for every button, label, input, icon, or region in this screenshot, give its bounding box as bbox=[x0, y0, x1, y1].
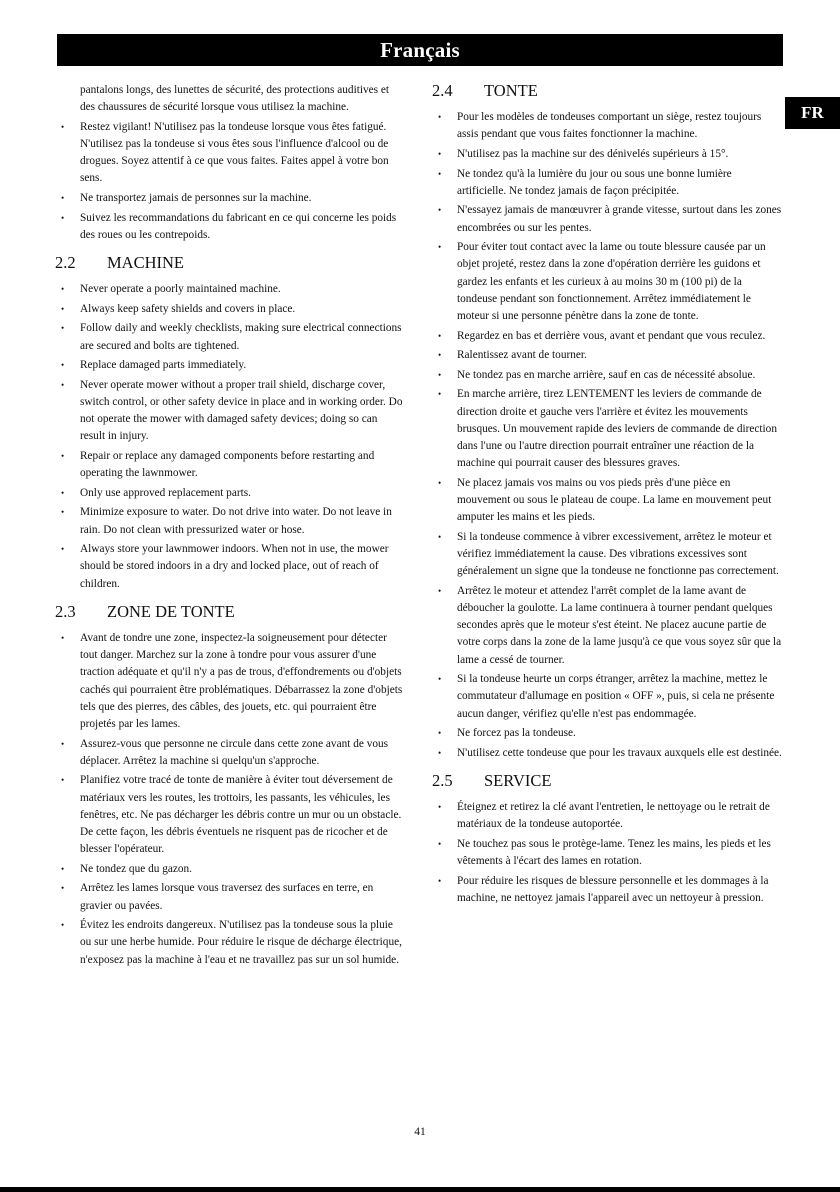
list-item: • Ne tondez que du gazon. bbox=[55, 861, 403, 878]
list-item: • Restez vigilant! N'utilisez pas la tondeuse lorsque vous êtes fatigué. N'utilisez pas la tondeuse si vous êtes sous l'influence d'alcool ou de drogues. Soyez attentif à ce que vous faites. Faites appel à votre bon sens. bbox=[55, 119, 403, 188]
left-column bbox=[55, 82, 403, 971]
section-heading-service bbox=[432, 772, 782, 789]
list-item: • Évitez les endroits dangereux. N'utilisez pas la tondeuse sous la pluie ou sur une herbe humide. Pour réduire le risque de décharge électrique, n'exposez pas la machine à l'eau et ne travaillez pas sur un sol humide. bbox=[55, 917, 403, 969]
right-column bbox=[432, 82, 782, 910]
list-item: • Ne touchez pas sous le protège-lame. Tenez les mains, les pieds et les vêtements à l'écart des lames en rotation. bbox=[432, 836, 782, 870]
section-number: 2.3 bbox=[55, 601, 76, 621]
section-number: 2.4 bbox=[432, 81, 453, 100]
list-item: • Always keep safety shields and covers in place. bbox=[55, 301, 403, 318]
language-banner bbox=[57, 34, 783, 66]
page-number: 41 bbox=[414, 1126, 426, 1138]
list-item: • Ne transportez jamais de personnes sur la machine. bbox=[55, 190, 403, 207]
service-list bbox=[432, 799, 782, 907]
list-item: • Minimize exposure to water. Do not drive into water. Do not leave in rain. Do not clean with pressurized water or hose. bbox=[55, 504, 403, 538]
section-title: TONTE bbox=[484, 81, 538, 100]
list-item: • Pour éviter tout contact avec la lame ou toute blessure causée par un objet projeté, restez dans la zone d'opération derrière les guidons et gardez les enfants et les curieux à au moins 30 m (100 pi) de la tondeuse pendant son fonctionnement. Arrêtez immédiatement le moteur si une personne pénètre dans la zone de tonte. bbox=[432, 239, 782, 325]
language-tab bbox=[785, 97, 840, 129]
list-item: • Si la tondeuse heurte un corps étranger, arrêtez la machine, mettez le commutateur d'allumage en position « OFF », puis, si cela ne présente aucun danger, vérifiez qu'elle n'est pas endommagée. bbox=[432, 671, 782, 723]
list-item: • N'essayez jamais de manœuvrer à grande vitesse, surtout dans les zones encombrées ou sur les pentes. bbox=[432, 202, 782, 236]
list-item: • N'utilisez pas la machine sur des dénivelés supérieurs à 15°. bbox=[432, 146, 782, 163]
list-item: • En marche arrière, tirez LENTEMENT les leviers de commande de direction droite et gauche vers l'arrière et évitez les mouvements brusques. Un mouvement rapide des leviers de commande de direction dans l'une ou l'autre direction pourrait entraîner une réaction de la machine qui pourrait causer des blessures graves. bbox=[432, 386, 782, 472]
list-item: • Pour les modèles de tondeuses comportant un siège, restez toujours assis pendant que vous faites fonctionner la machine. bbox=[432, 109, 782, 143]
intro-continuation: pantalons longs, des lunettes de sécurité, des protections auditives et des chaussures de sécurité lorsque vous utilisez la machine. bbox=[80, 84, 390, 114]
language-title: Français bbox=[380, 37, 460, 62]
section-heading-zone-de-tonte bbox=[55, 603, 403, 620]
list-item: • Ne tondez qu'à la lumière du jour ou sous une bonne lumière artificielle. Ne tondez jamais de façon précipitée. bbox=[432, 166, 782, 200]
section-number: 2.5 bbox=[432, 770, 453, 790]
list-item: • Follow daily and weekly checklists, making sure electrical connections are secured and bolts are tightened. bbox=[55, 320, 403, 354]
list-item: • Ralentissez avant de tourner. bbox=[432, 347, 782, 364]
list-item: • Avant de tondre une zone, inspectez-la soigneusement pour détecter tout danger. Marchez sur la zone à tondre pour vous assurer d'une traction adéquate et qu'il n'y a pas de trous, d'effondrements ou d'objets cachés qui pourraient être problématiques. Débarrassez la zone d'objets tels que des pierres, des câbles, des jouets, etc. qui pourraient être projetés par les lames. bbox=[55, 630, 403, 733]
section-title: MACHINE bbox=[107, 253, 184, 272]
intro-list bbox=[55, 119, 403, 244]
list-item: • Arrêtez le moteur et attendez l'arrêt complet de la lame avant de déboucher la goulotte. La lame continuera à tourner pendant quelques secondes après que le moteur s'est éteint. Ne placez aucune partie de votre corps dans la zone de la lame jusqu'à ce que vous soyez sûr que la lame a cessé de tourner. bbox=[432, 583, 782, 669]
list-item: • Replace damaged parts immediately. bbox=[55, 357, 403, 374]
zone-list bbox=[55, 630, 403, 969]
section-number: 2.2 bbox=[55, 253, 76, 272]
list-item: • Assurez-vous que personne ne circule dans cette zone avant de vous déplacer. Arrêtez la machine si quelqu'un s'approche. bbox=[55, 736, 403, 770]
footer-divider bbox=[0, 1187, 840, 1192]
language-tab-label: FR bbox=[801, 103, 824, 122]
list-item: • Arrêtez les lames lorsque vous traversez des surfaces en terre, en gravier ou pavées. bbox=[55, 880, 403, 914]
list-item: • Ne placez jamais vos mains ou vos pieds près d'une pièce en mouvement ou sous le plateau de coupe. La lame en mouvement peut amputer les mains et les pieds. bbox=[432, 475, 782, 527]
list-item: • Never operate a poorly maintained machine. bbox=[55, 281, 403, 298]
list-item: • Never operate mower without a proper trail shield, discharge cover, switch control, or other safety device in place and in working order. Do not operate the mower with damaged safety devices; doing so can result in injury. bbox=[55, 377, 403, 446]
list-item: • Ne forcez pas la tondeuse. bbox=[432, 725, 782, 742]
section-heading-machine bbox=[55, 254, 403, 271]
section-heading-tonte bbox=[432, 82, 782, 99]
list-item: • Éteignez et retirez la clé avant l'entretien, le nettoyage ou le retrait de matériaux de la tondeuse autoportée. bbox=[432, 799, 782, 833]
list-item: • Ne tondez pas en marche arrière, sauf en cas de nécessité absolue. bbox=[432, 367, 782, 384]
machine-list bbox=[55, 281, 403, 593]
list-item: • Suivez les recommandations du fabricant en ce qui concerne les poids des roues ou les contrepoids. bbox=[55, 210, 403, 244]
list-item: • Always store your lawnmower indoors. When not in use, the mower should be stored indoors in a dry and locked place, out of reach of children. bbox=[55, 541, 403, 593]
section-title: SERVICE bbox=[484, 770, 552, 790]
list-item: • Regardez en bas et derrière vous, avant et pendant que vous reculez. bbox=[432, 328, 782, 345]
list-item: • Pour réduire les risques de blessure personnelle et les dommages à la machine, ne nettoyez jamais l'appareil avec un nettoyeur à pression. bbox=[432, 873, 782, 907]
list-item: • N'utilisez cette tondeuse que pour les travaux auxquels elle est destinée. bbox=[432, 745, 782, 762]
section-title: ZONE DE TONTE bbox=[107, 601, 235, 621]
list-item: • Si la tondeuse commence à vibrer excessivement, arrêtez le moteur et vérifiez immédiatement la cause. Des vibrations excessives sont généralement un signe que la tondeuse ne fonctionne pas correctement. bbox=[432, 529, 782, 581]
tonte-list bbox=[432, 109, 782, 762]
list-item: • Planifiez votre tracé de tonte de manière à éviter tout déversement de matériaux vers les routes, les trottoirs, les passants, les véhicules, les fenêtres, etc. Ne pas décharger les débris contre un mur ou un obstacle. De cette façon, les débris éventuels ne risquent pas de ricocher et de blesser l'opérateur. bbox=[55, 772, 403, 858]
list-item: • Only use approved replacement parts. bbox=[55, 485, 403, 502]
list-item: • Repair or replace any damaged components before restarting and operating the lawnmower. bbox=[55, 448, 403, 482]
